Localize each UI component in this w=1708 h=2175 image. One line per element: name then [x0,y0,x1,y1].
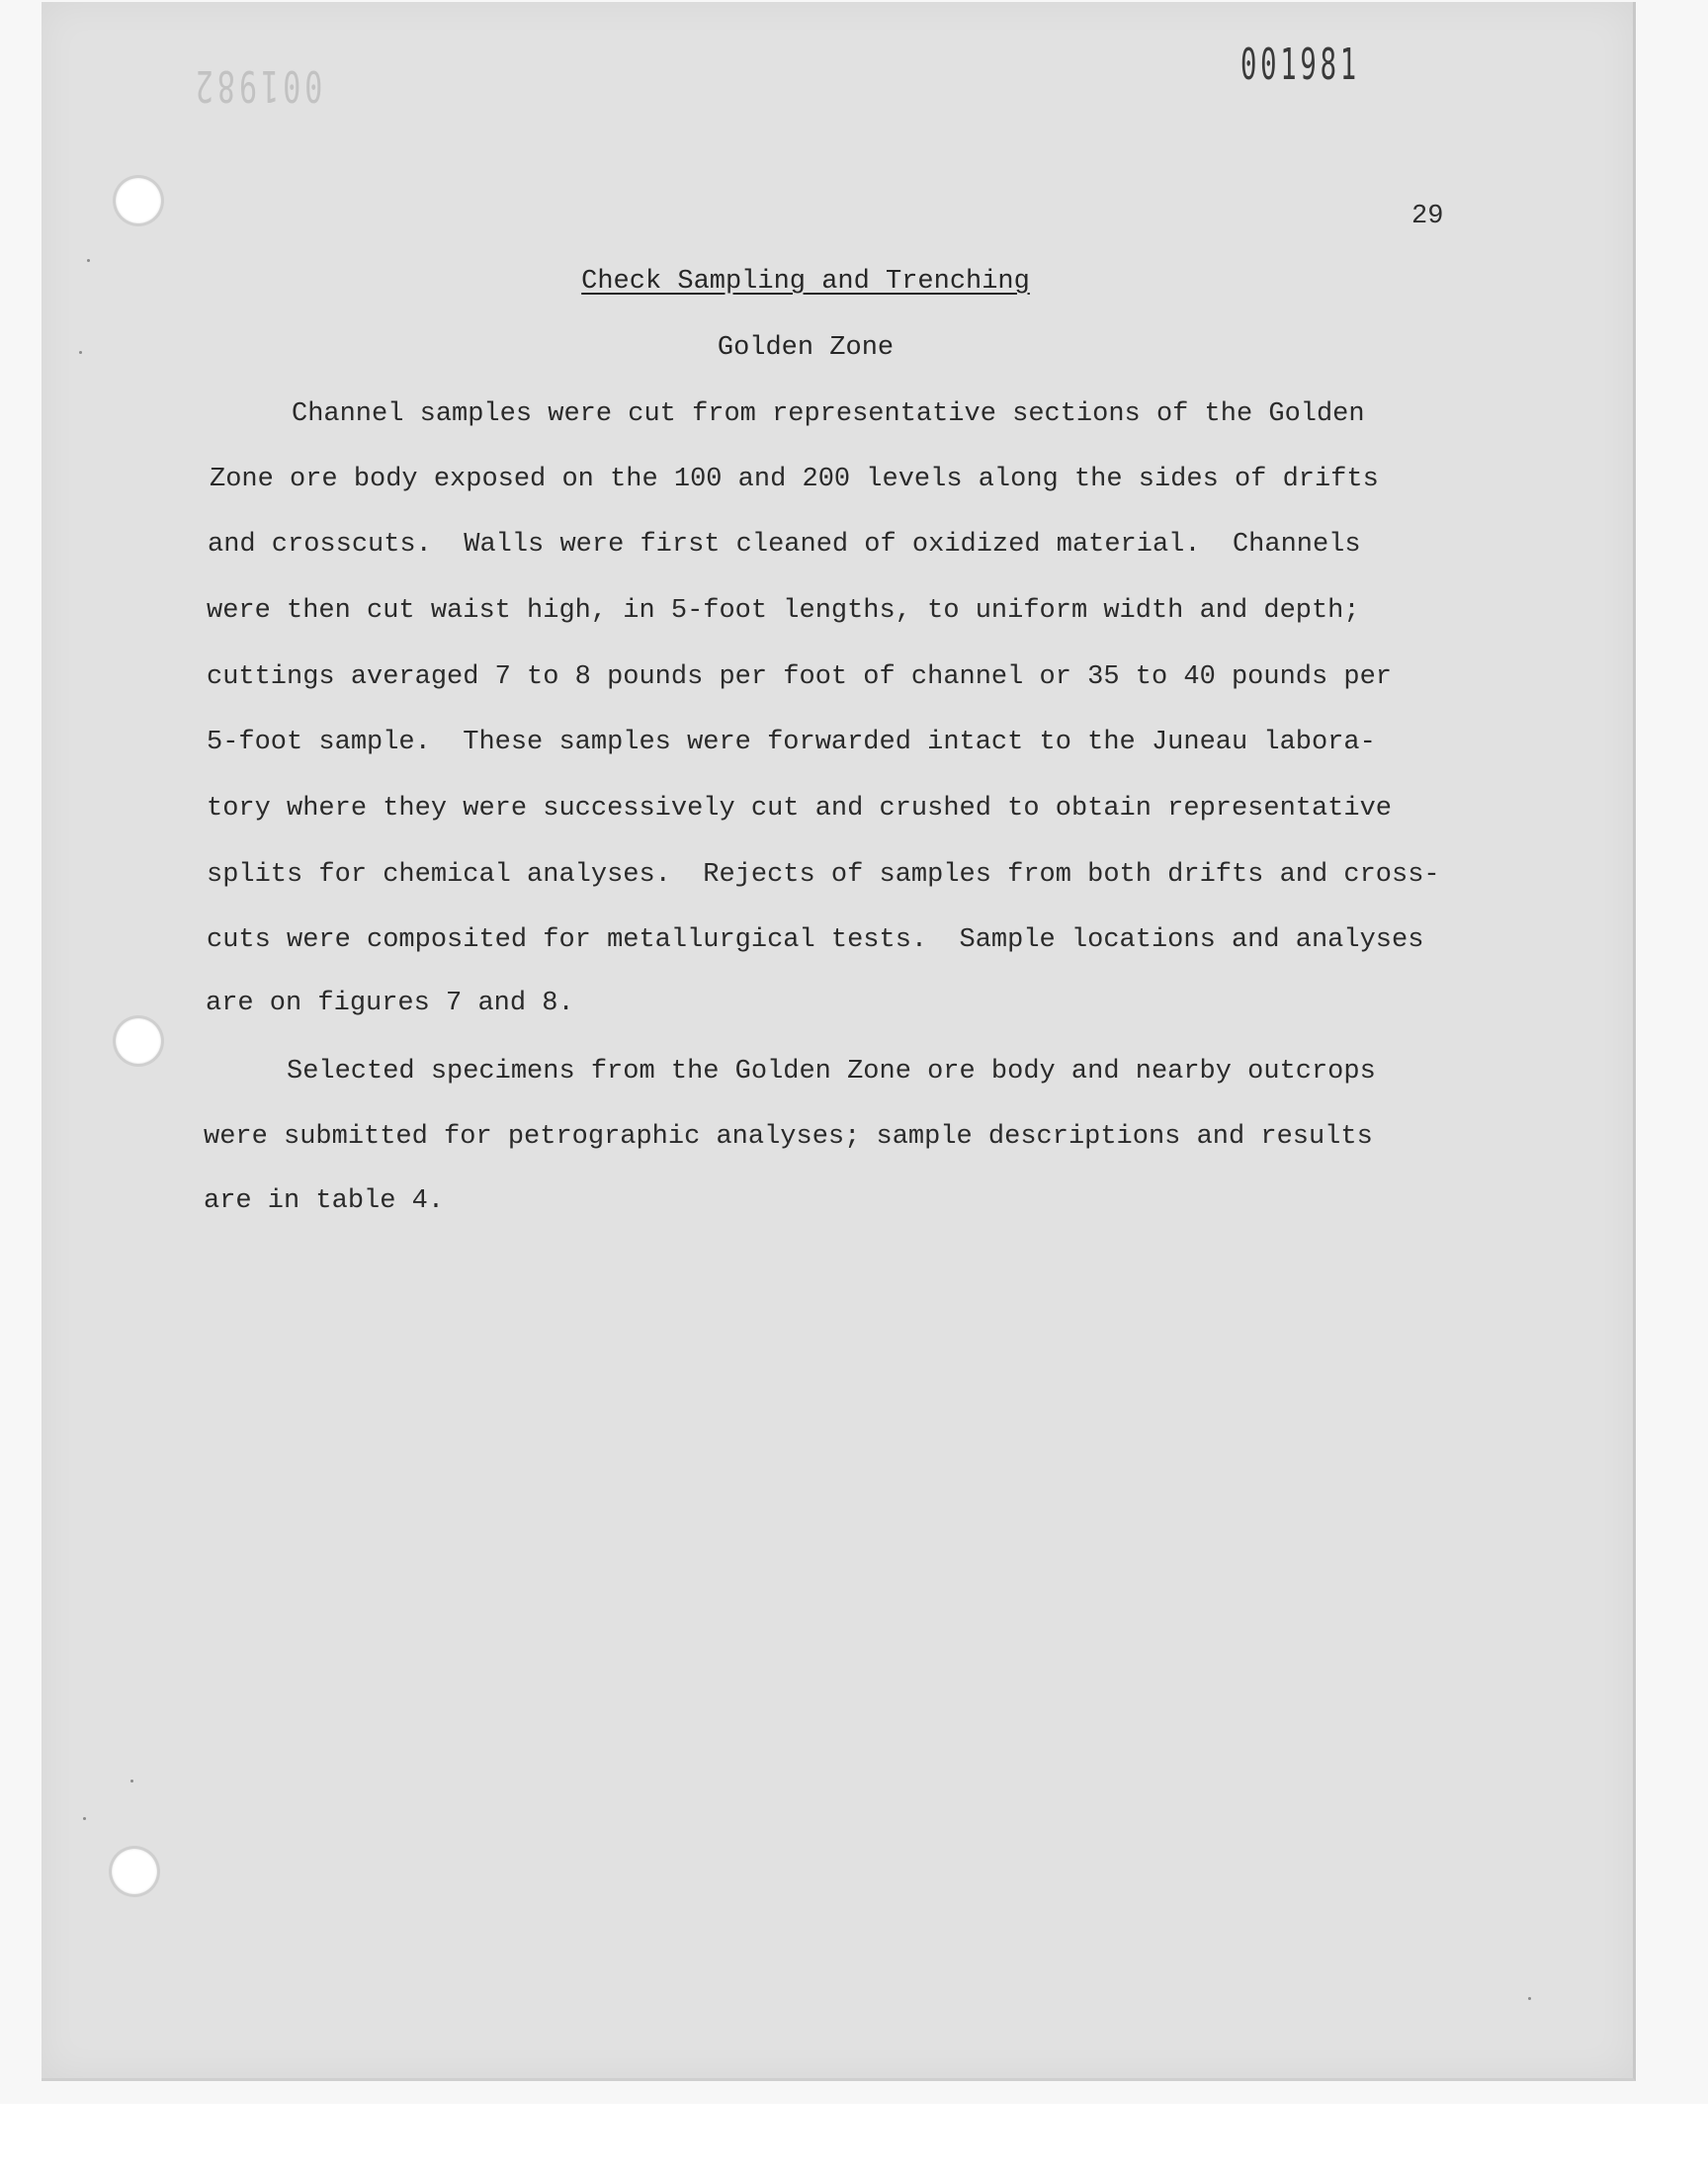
paragraph-line: Selected specimens from the Golden Zone ore body and nearby outcrops [287,1057,1376,1087]
scan-speck [79,351,82,354]
section-title: Check Sampling and Trenching [581,267,1030,297]
paragraph-line: Channel samples were cut from representative sections of the Golden [292,399,1365,429]
paragraph-line: are in table 4. [204,1186,445,1216]
paragraph-line: were submitted for petrographic analyses; sample descriptions and results [204,1122,1373,1152]
scan-speck [83,1817,86,1820]
paragraph-line: Zone ore body exposed on the 100 and 200 levels along the sides of drifts [210,465,1379,494]
paragraph-line: are on figures 7 and 8. [206,989,574,1018]
paragraph-line: and crosscuts. Walls were first cleaned of oxidized material. Channels [208,530,1361,560]
punch-hole-top [116,178,161,223]
paragraph-line: tory where they were successively cut and crushed to obtain representative [207,794,1392,824]
bleed-through-number: 001982 [191,60,323,111]
document-stamp-number: 001981 [1240,40,1360,90]
paragraph-line: 5-foot sample. These samples were forwarded intact to the Juneau labora- [207,728,1376,757]
scan-margin [0,2104,1708,2175]
paper-sheet [42,2,1636,2081]
scan-speck [87,259,90,262]
paragraph-line: splits for chemical analyses. Rejects of samples from both drifts and cross- [207,860,1440,890]
paragraph-line: cuts were composited for metallurgical tests. Sample locations and analyses [207,925,1424,955]
scan-speck [130,1780,133,1783]
page-number: 29 [1411,202,1444,231]
punch-hole-middle [116,1018,161,1064]
scan-speck [1528,1997,1531,2000]
paragraph-line: were then cut waist high, in 5-foot lengths, to uniform width and depth; [207,596,1360,626]
punch-hole-bottom [112,1849,157,1894]
section-subtitle: Golden Zone [717,333,895,363]
paragraph-line: cuttings averaged 7 to 8 pounds per foot of channel or 35 to 40 pounds per [207,662,1392,692]
